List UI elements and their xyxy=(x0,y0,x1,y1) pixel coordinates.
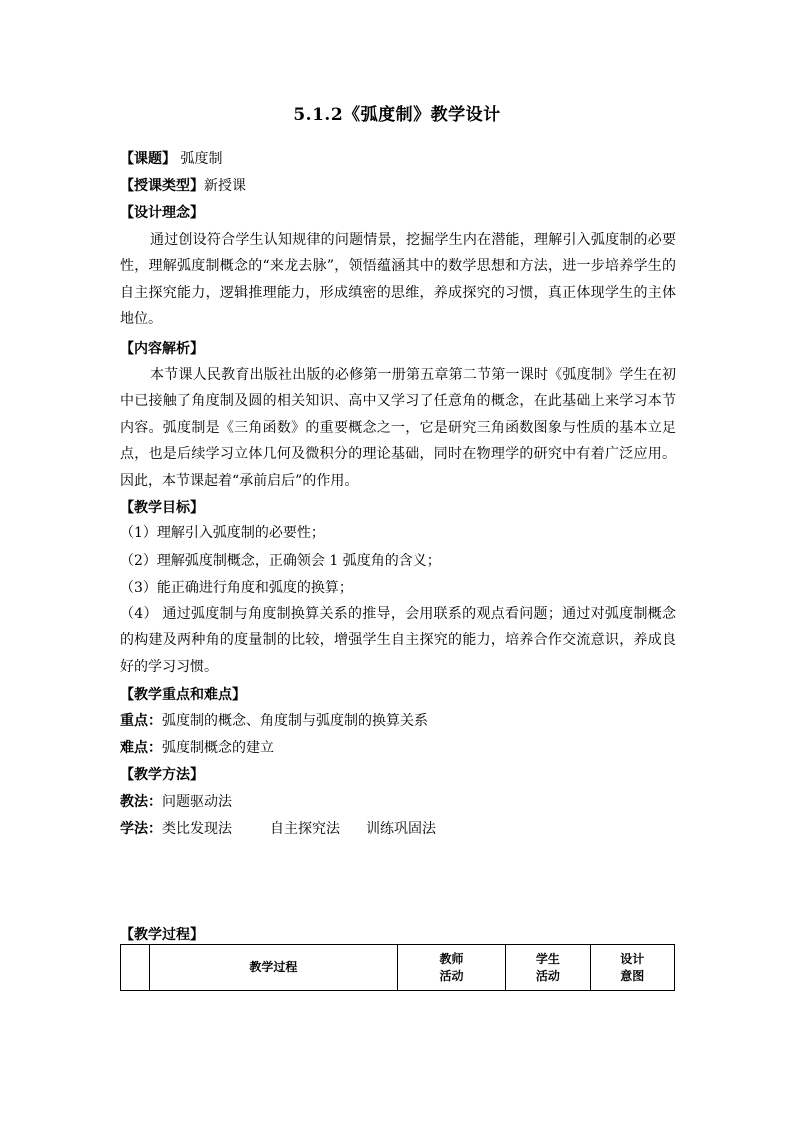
objective-item: （3）能正确进行角度和弧度的换算； xyxy=(120,580,353,596)
process-header-text: 教学过程 xyxy=(249,960,298,974)
methods-heading: 【教学方法】 xyxy=(120,767,204,783)
index-header-cell xyxy=(121,945,150,991)
process-heading: 【教学过程】 xyxy=(120,927,204,943)
intent-header-line2: 意图 xyxy=(620,968,645,983)
difficulty-value: 弧度制概念的建立 xyxy=(162,740,274,756)
student-header-line1: 学生 xyxy=(535,951,560,966)
focus-label: 重点： xyxy=(120,713,162,729)
teaching-method-row xyxy=(120,793,232,811)
student-header-line2: 活动 xyxy=(535,968,560,983)
process-table xyxy=(120,944,675,991)
design-intent-header-cell xyxy=(590,945,674,991)
learning-method-item: 自主探究法 xyxy=(270,821,340,837)
lesson-type-row xyxy=(120,177,246,195)
learning-method-item: 训练巩固法 xyxy=(366,821,436,837)
key-points-heading: 【教学重点和难点】 xyxy=(120,687,246,703)
topic-row xyxy=(120,150,222,168)
objectives-heading: 【教学目标】 xyxy=(120,500,204,516)
difficulty-row xyxy=(120,739,274,757)
process-table-header-row xyxy=(121,945,675,991)
design-concept-heading: 【设计理念】 xyxy=(120,205,204,221)
focus-row xyxy=(120,712,428,730)
difficulty-label: 难点： xyxy=(120,740,162,756)
topic-label: 【课题】 xyxy=(120,151,176,167)
lesson-type-value: 新授课 xyxy=(204,178,246,194)
document-title: 5.1.2《弧度制》教学设计 xyxy=(293,105,501,125)
objective-item: （2）理解弧度制概念，正确领会 1 弧度角的含义； xyxy=(120,553,441,569)
student-activity-header-cell xyxy=(506,945,590,991)
learning-method-label: 学法： xyxy=(120,821,162,837)
teacher-header-line2: 活动 xyxy=(439,968,464,983)
focus-value: 弧度制的概念、角度制与弧度制的换算关系 xyxy=(162,713,428,729)
process-header-cell xyxy=(149,945,397,991)
lesson-type-label: 【授课类型】 xyxy=(120,178,204,194)
objective-item: （4） 通过弧度制与角度制换算关系的推导，会用联系的观点看问题；通过对弧度制概念的构建及两种角的度量制的比较，增强学生自主探究的能力，培养合作交流意识，养成良好的学习习惯。 xyxy=(120,606,676,675)
topic-value: 弧度制 xyxy=(180,151,223,167)
content-analysis-heading: 【内容解析】 xyxy=(120,341,204,357)
learning-method-item: 类比发现法 xyxy=(162,821,232,837)
teacher-header-line1: 教师 xyxy=(439,951,464,966)
learning-method-row xyxy=(120,820,436,838)
content-analysis-paragraph: 本节课人民教育出版社出版的必修第一册第五章第二节第一课时《弧度制》学生在初中已接触了角度制及圆的相关知识、高中又学习了任意角的概念，在此基础上来学习本节内容。弧度制是《三角函数》的重要概念之一，它是研究三角函数图象与性质的基本立足点，也是后续学习立体几何及微积分的理论基础，同时在物理学的研究中有着广泛应用。因此，本节课起着“承前启后”的作用。 xyxy=(120,367,676,489)
teaching-method-label: 教法： xyxy=(120,794,162,810)
teaching-method-value: 问题驱动法 xyxy=(162,794,232,810)
teacher-activity-header-cell xyxy=(397,945,505,991)
objective-item: （1）理解引入弧度制的必要性； xyxy=(120,525,325,541)
intent-header-line1: 设计 xyxy=(620,951,645,966)
design-concept-paragraph: 通过创设符合学生认知规律的问题情景，挖掘学生内在潜能，理解引入弧度制的必要性，理解弧度制概念的“来龙去脉”，领悟蕴涵其中的数学思想和方法，进一步培养学生的自主探究能力，逻辑推理能力，形成缜密的思维，养成探究的习惯，真正体现学生的主体地位。 xyxy=(120,232,676,328)
